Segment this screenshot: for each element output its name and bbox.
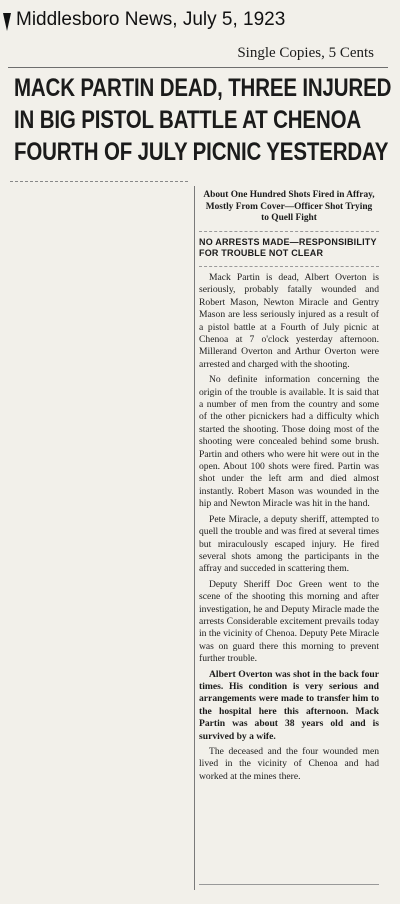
article-paragraph: Albert Overton was shot in the back four times. His condition is very serious and arrangements were made to transfer him to the hospital here this afternoon. Mack Partin was about 38 years old and is survived by a wife. (199, 668, 379, 742)
end-rule (199, 884, 379, 885)
article-column (199, 190, 379, 786)
article-paragraph: Mack Partin is dead, Albert Overton is seriously, probably fatally wounded and Robert Mason, Newton Miracle and Gentry Mason are less seriously injured as a result of a pistol battle at a Fourth of July picnic at Chenoa at 7 o'clock yesterday afternoon. Millerand Overton and Arthur Overton were arrested and charged with the shooting. (199, 271, 379, 370)
price-label: Single Copies, 5 Cents (237, 45, 374, 61)
column-rule (194, 186, 195, 890)
headline-line-2: IN BIG PISTOL BATTLE AT CHENOA (14, 106, 362, 134)
article-deck: About One Hundred Shots Fired in Affray, Mostly From Cover—Officer Shot Trying to Quell Fight (203, 190, 375, 224)
article-subdeck: NO ARRESTS MADE—RESPONSIBILITY FOR TROUBLE NOT CLEAR (199, 236, 377, 259)
deck-divider (199, 231, 379, 232)
headline-line-1: MACK PARTIN DEAD, THREE INJURED (14, 74, 392, 102)
headline-line-3: FOURTH OF JULY PICNIC YESTERDAY (14, 138, 389, 166)
article-paragraph: The deceased and the four wounded men lived in the vicinity of Chenoa and had worked at the mines there. (199, 746, 379, 782)
article-paragraph: No definite information concerning the origin of the trouble is available. It is said that a number of men from the country and some of the other picnickers had a difficulty which started the shooting. Those doing most of the shooting were concealed behind some brush. Partin and others who were hit were out in the open. About 100 shots were fired. Partin was shot under the left arm and died almost instantly. Robert Mason was wounded in the hip and Newton Miracle was hit in the hand. (199, 374, 379, 510)
top-rule (8, 67, 388, 68)
masthead (0, 4, 400, 34)
headline (14, 72, 393, 168)
headline-rule (10, 181, 188, 182)
article-paragraph: Deputy Sheriff Doc Green went to the scene of the shooting this morning and after investigation, he and Deputy Miracle made the arrests Considerable excitement prevails today in the vicinity of Chenoa. Deputy Pete Miracle was on guard there this morning to prevent further trouble. (199, 578, 379, 665)
article-paragraph: Pete Miracle, a deputy sheriff, attempted to quell the trouble and was fired at several times but miraculously escaped injury. He fired several shots among the participants in the affray and succeded in scattering them. (199, 513, 379, 575)
subdeck-divider (199, 266, 379, 267)
triangle-mark-icon (3, 13, 11, 31)
masthead-title: Middlesboro News, July 5, 1923 (16, 9, 286, 30)
